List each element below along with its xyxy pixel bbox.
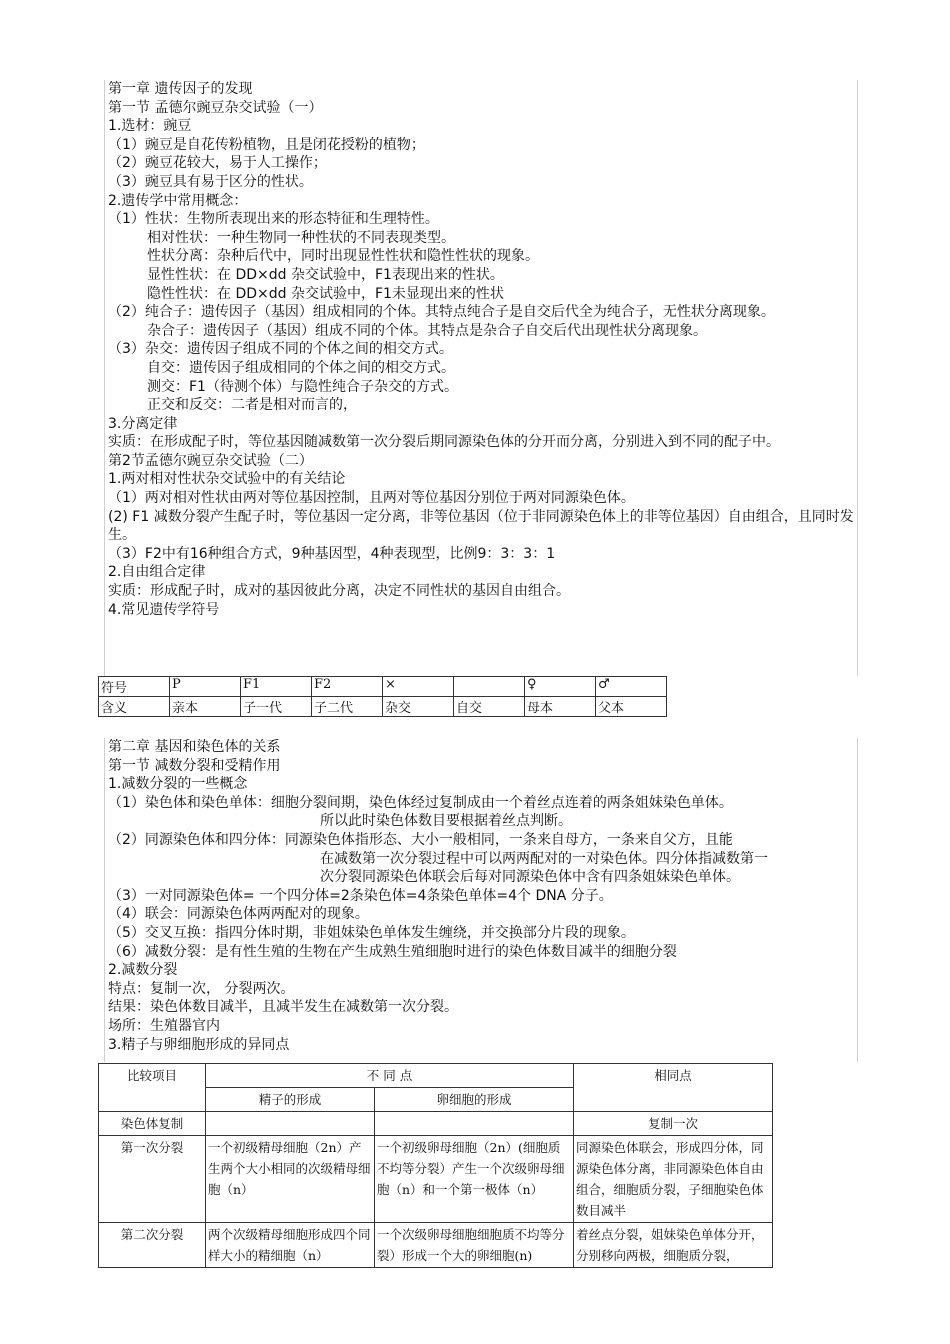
heading: 4.常见遗传学符号 (108, 601, 220, 618)
text-line: （4）联会：同源染色体两两配对的现象。 (108, 906, 369, 923)
table-cell: 子二代 (312, 697, 383, 717)
table-cell: 含义 (99, 697, 170, 717)
table-cell: 父本 (596, 697, 667, 717)
table-cell (375, 1112, 574, 1136)
genetics-symbols-table (98, 676, 667, 717)
table-row (99, 1136, 773, 1223)
text-line: （3）杂交：遗传因子组成不同的个体之间的相交方式。 (108, 341, 453, 358)
text-line: （1）两对相对性状由两对等位基因控制，且两对等位基因分别位于两对同源染色体。 (108, 490, 635, 507)
chapter1-section (104, 80, 858, 676)
section-title: 第一节 减数分裂和受精作用 (108, 757, 281, 774)
chapter-title: 第二章 基因和染色体的关系 (108, 739, 281, 755)
table-cell: 着丝点分裂，姐妹染色单体分开，分别移向两极，细胞质分裂， (574, 1223, 773, 1268)
text-line: （6）减数分裂：是有性生殖的生物在产生成熟生殖细胞时进行的染色体数目减半的细胞分裂 (108, 943, 677, 960)
heading: 1.选材：豌豆 (108, 118, 192, 135)
heading: 1.两对相对性状杂交试验中的有关结论 (108, 471, 346, 488)
table-cell: 第二次分裂 (99, 1223, 206, 1268)
text-paragraph: 实质：在形成配子时，等位基因随减数第一次分裂后期同源染色体的分开而分离，分别进入到不同的配子中。 (108, 434, 780, 451)
table-row (99, 677, 667, 697)
table-cell (454, 677, 525, 697)
text-line: 杂合子：遗传因子（基因）组成不同的个体。其特点是杂合子自交后代出现性状分离现象。 (147, 322, 707, 339)
table-cell: ♀ (525, 677, 596, 697)
table-row (99, 1223, 773, 1268)
text-line: 特点：复制一次， 分裂两次。 (108, 980, 295, 997)
text-line: 显性性状：在 DD×dd 杂交试验中，F1表现出来的性状。 (147, 266, 504, 283)
heading: 2.减数分裂 (108, 962, 178, 979)
text-line: 次分裂同源染色体联会后每对同源染色体中含有四条姐妹染色单体。 (320, 869, 740, 886)
text-line: 自交：遗传因子组成相同的个体之间的相交方式。 (147, 359, 455, 376)
text-line: （2）豌豆花较大，易于人工操作； (108, 155, 327, 172)
text-line: （3）一对同源染色体= 一个四分体=2条染色体=4条染色单体=4个 DNA 分子。 (108, 887, 613, 904)
table-cell: F2 (312, 677, 383, 697)
table-cell: 一个次级卵母细胞细胞质不均等分裂）形成一个大的卵细胞(n) (375, 1223, 574, 1268)
table-row (99, 697, 667, 717)
table-cell: 一个初级卵母细胞（2n）(细胞质不均等分裂）产生一个次级卵母细胞（n）和一个第一极体（n） (375, 1136, 574, 1223)
table-cell: ♂ (596, 677, 667, 697)
table-row (99, 1064, 773, 1088)
section-title: 第一节 孟德尔豌豆杂交试验（一） (108, 99, 323, 116)
text-line: 性状分离：杂种后代中，同时出现显性性状和隐性性状的现象。 (147, 248, 539, 265)
text-line: （3）豌豆具有易于区分的性状。 (108, 173, 313, 190)
table-header: 不 同 点 (206, 1064, 574, 1088)
text-line: （3）F2中有16种组合方式，9种基因型，4种表现型，比例9：3：3：1 (108, 545, 556, 562)
text-line: （1）性状：生物所表现出来的形态特征和生理特性。 (108, 211, 439, 228)
table-cell: 杂交 (383, 697, 454, 717)
heading: 3.精子与卵细胞形成的异同点 (108, 1036, 290, 1053)
heading: 3.分离定律 (108, 415, 178, 432)
text-paragraph: (2) F1 减数分裂产生配子时，等位基因一定分离，非等位基因（位于非同源染色体上的非等位基因）自由组合，且同时发生。 (108, 508, 854, 544)
table-cell: 染色体复制 (99, 1112, 206, 1136)
sperm-egg-comparison-table (98, 1063, 773, 1268)
table-cell: F1 (241, 677, 312, 697)
chapter2-section (104, 738, 858, 1062)
text-line: 隐性性状：在 DD×dd 杂交试验中，F1未显现出来的性状 (147, 285, 504, 302)
table-header: 比较项目 (99, 1064, 206, 1112)
table-cell: 符号 (99, 677, 170, 697)
text-line: （5）交叉互换：指四分体时期，非姐妹染色单体发生缠绕，并交换部分片段的现象。 (108, 924, 635, 941)
text-line: 所以此时染色体数目要根据着丝点判断。 (320, 813, 572, 830)
text-line: （1）豌豆是自花传粉植物，且是闭花授粉的植物； (108, 136, 425, 153)
text-line: 场所：生殖器官内 (108, 1017, 220, 1034)
heading: 2.遗传学中常用概念： (108, 192, 248, 209)
table-cell: 同源染色体联会，形成四分体，同源染色体分离，非同源染色体自由组合，细胞质分裂，子细胞染色体数目减半 (574, 1136, 773, 1223)
text-line: 正交和反交：二者是相对而言的， (147, 397, 357, 414)
table-cell: 复制一次 (574, 1112, 773, 1136)
text-line: 结果：染色体数目减半，且减半发生在减数第一次分裂。 (108, 999, 458, 1016)
text-line: 相对性状：一种生物同一种性状的不同表现类型。 (147, 229, 455, 246)
table-cell: P (170, 677, 241, 697)
text-line: 在减数第一次分裂过程中可以两两配对的一对染色体。四分体指减数第一 (320, 850, 768, 867)
chapter-title: 第一章 遗传因子的发现 (108, 81, 253, 97)
table-cell: 自交 (454, 697, 525, 717)
text-line: 实质：形成配子时，成对的基因彼此分离，决定不同性状的基因自由组合。 (108, 583, 570, 600)
text-paragraph: （2）纯合子：遗传因子（基因）组成相同的个体。其特点纯合子是自交后代全为纯合子，无性状分离现象。 (108, 304, 775, 321)
table-header: 相同点 (574, 1064, 773, 1112)
table-header: 精子的形成 (206, 1088, 375, 1112)
text-line: （2）同源染色体和四分体：同源染色体指形态、大小一般相同，一条来自母方，一条来自父方，且能 (108, 831, 733, 848)
table-header: 卵细胞的形成 (375, 1088, 574, 1112)
section-title: 第2节孟德尔豌豆杂交试验（二） (108, 452, 313, 469)
table-cell: 母本 (525, 697, 596, 717)
table-row (99, 1112, 773, 1136)
table-cell: 子一代 (241, 697, 312, 717)
table-cell: 两个次级精母细胞形成四个同样大小的精细胞（n） (206, 1223, 375, 1268)
table-cell: × (383, 677, 454, 697)
table-cell: 一个初级精母细胞（2n）产生两个大小相同的次级精母细胞（n） (206, 1136, 375, 1223)
text-line: （1）染色体和染色单体：细胞分裂间期，染色体经过复制成由一个着丝点连着的两条姐妹染色单体。 (108, 794, 733, 811)
table-cell (206, 1112, 375, 1136)
table-cell: 亲本 (170, 697, 241, 717)
heading: 1.减数分裂的一些概念 (108, 776, 248, 793)
text-line: 测交：F1（待测个体）与隐性纯合子杂交的方式。 (147, 378, 458, 395)
table-cell: 第一次分裂 (99, 1136, 206, 1223)
heading: 2.自由组合定律 (108, 564, 206, 581)
